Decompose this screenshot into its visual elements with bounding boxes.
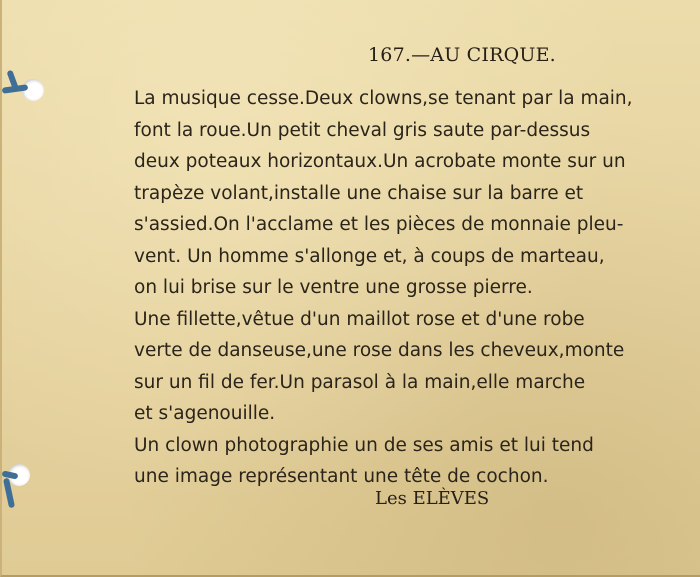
card-title: 167.—AU CIRQUE.	[368, 44, 556, 66]
text-line: sur un fil de fer.Un parasol à la main,elle marche	[134, 371, 586, 393]
text-line: vent. Un homme s'allonge et, à coups de marteau,	[134, 245, 605, 267]
text-line: verte de danseuse,une rose dans les cheveux,monte	[134, 340, 625, 361]
text-line: et s'agenouille.	[134, 403, 276, 424]
text-line: on lui brise sur le ventre une grosse pierre.	[134, 277, 533, 298]
text-line: font la roue.Un petit cheval gris saute par-dessus	[134, 119, 591, 141]
signature: Les ELÈVES	[375, 488, 490, 509]
text-line: Une fillette,vêtue d'un maillot rose et d'une robe	[134, 308, 585, 330]
text-line: La musique cesse.Deux clowns,se tenant par la main,	[134, 88, 633, 109]
text-line: trapèze volant,installe une chaise sur la barre et	[134, 182, 584, 204]
text-line: s'assied.On l'acclame et les pièces de monnaie pleu-	[134, 214, 624, 235]
text-line: deux poteaux horizontaux.Un acrobate monte sur un	[134, 151, 626, 172]
text-line: Un clown photographie un de ses amis et lui tend	[134, 434, 594, 456]
card-text	[134, 83, 674, 493]
text-line: une image représentant une tête de cochon.	[134, 466, 549, 487]
